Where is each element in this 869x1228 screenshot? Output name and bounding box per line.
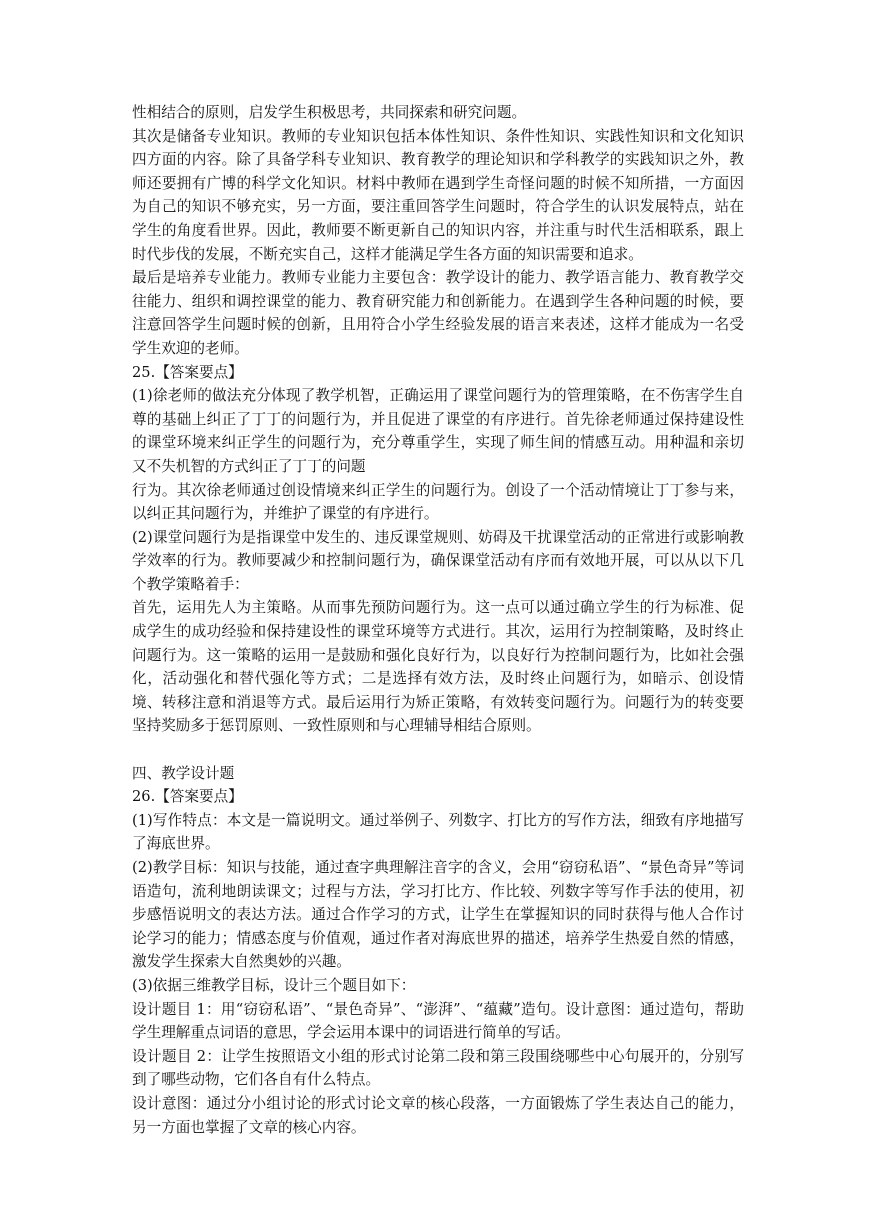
- paragraph-26-three-questions: (3)依据三维教学目标，设计三个题目如下：: [132, 976, 416, 994]
- blank-line: [132, 738, 744, 762]
- paragraph-25-strategies: 首先，运用先人为主策略。从而事先预防问题行为。这一点可以通过确立学生的行为标准、促成学生的成功经验和保持建设性的课堂环境等方式进行。其次，运用行为控制策略，及时终止问题行为。这一策略的运用一是鼓励和强化良好行为，以良好行为控制问题行为，比如社会强化，活动强化和替代强化等方式；二是选择有效方法，及时终止问题行为，如暗示、创设情境、转移注意和消退等方式。最后运用行为矫正策略，有效转变问题行为。问题行为的转变要坚持奖励多于惩罚原则、一致性原则和与心理辅导相结合原则。: [132, 599, 744, 735]
- paragraph-26-question-1: 设计题目 1：用“窃窃私语”、“景色奇异”、“澎湃”、“蕴藏”造句。设计意图：通过造句，帮助学生理解重点词语的意思，学会运用本课中的词语进行简单的写话。: [132, 1000, 744, 1042]
- answer-heading-26: 26.【答案要点】: [132, 788, 243, 806]
- paragraph-26-question-2: 设计题目 2：让学生按照语文小组的形式讨论第二段和第三段围绕哪些中心句展开的，分别写到了哪些动物，它们各自有什么特点。: [132, 1047, 744, 1089]
- paragraph-25-part2: (2)课堂问题行为是指课堂中发生的、违反课堂规则、妨碍及干扰课堂活动的正常进行或影响教学效率的行为。教师要减少和控制问题行为，确保课堂活动有序而有效地开展，可以从以下几个教学策略着手：: [132, 528, 744, 593]
- paragraph-25-part1-continued: 行为。其次徐老师通过创设情境来纠正学生的问题行为。创设了一个活动情境让丁丁参与来，以纠正其问题行为，并维护了课堂的有序进行。: [132, 481, 744, 523]
- paragraph-professional-knowledge: 其次是储备专业知识。教师的专业知识包括本体性知识、条件性知识、实践性知识和文化知识四方面的内容。除了具备学科专业知识、教育教学的理论知识和学科教学的实践知识之外，教师还要拥有广博的科学文化知识。材料中教师在遇到学生奇怪问题的时候不知所措，一方面因为自己的知识不够充实，另一方面，要注重回答学生问题时，符合学生的认识发展特点，站在学生的角度看世界。因此，教师要不断更新自己的知识内容，并注重与时代生活相联系，跟上时代步伐的发展，不断充实自己，这样才能满足学生各方面的知识需要和追求。: [132, 127, 744, 263]
- paragraph-26-design-intent: 设计意图：通过分小组讨论的形式讨论文章的核心段落，一方面锻炼了学生表达自己的能力，另一方面也掌握了文章的核心内容。: [132, 1094, 744, 1136]
- paragraph-25-part1: (1)徐老师的做法充分体现了教学机智，正确运用了课堂问题行为的管理策略，在不伤害学生自尊的基础上纠正了丁丁的问题行为，并且促进了课堂的有序进行。首先徐老师通过保持建设性的课堂环境来纠正学生的问题行为，充分尊重学生，实现了师生间的情感互动。用种温和亲切又不失机智的方式纠正了丁丁的问题: [132, 387, 744, 475]
- paragraph-26-writing-features: (1)写作特点：本文是一篇说明文。通过举例子、列数字、打比方的写作方法，细致有序地描写了海底世界。: [132, 811, 744, 853]
- paragraph-professional-ability: 最后是培养专业能力。教师专业能力主要包含：教学设计的能力、教学语言能力、教育教学交往能力、组织和调控课堂的能力、教育研究能力和创新能力。在遇到学生各种问题的时候，要注意回答学生问题时候的创新，且用符合小学生经验发展的语言来表述，这样才能成为一名受学生欢迎的老师。: [132, 269, 744, 357]
- section-heading-teaching-design: 四、教学设计题: [132, 764, 235, 782]
- paragraph-principle-end: 性相结合的原则，启发学生积极思考，共同探索和研究问题。: [132, 104, 527, 121]
- answer-heading-25: 25.【答案要点】: [132, 363, 243, 381]
- document-page: [132, 101, 744, 1139]
- paragraph-26-teaching-goals: (2)教学目标：知识与技能，通过查字典理解注音字的含义，会用“窃窃私语”、“景色奇异”等词语造句，流利地朗读课文；过程与方法，学习打比方、作比较、列数字等写作手法的使用，初步感悟说明文的表达方法。通过合作学习的方式，让学生在掌握知识的同时获得与他人合作讨论学习的能力；情感态度与价值观，通过作者对海底世界的描述，培养学生热爱自然的情感，激发学生探索大自然奥妙的兴趣。: [132, 859, 744, 971]
